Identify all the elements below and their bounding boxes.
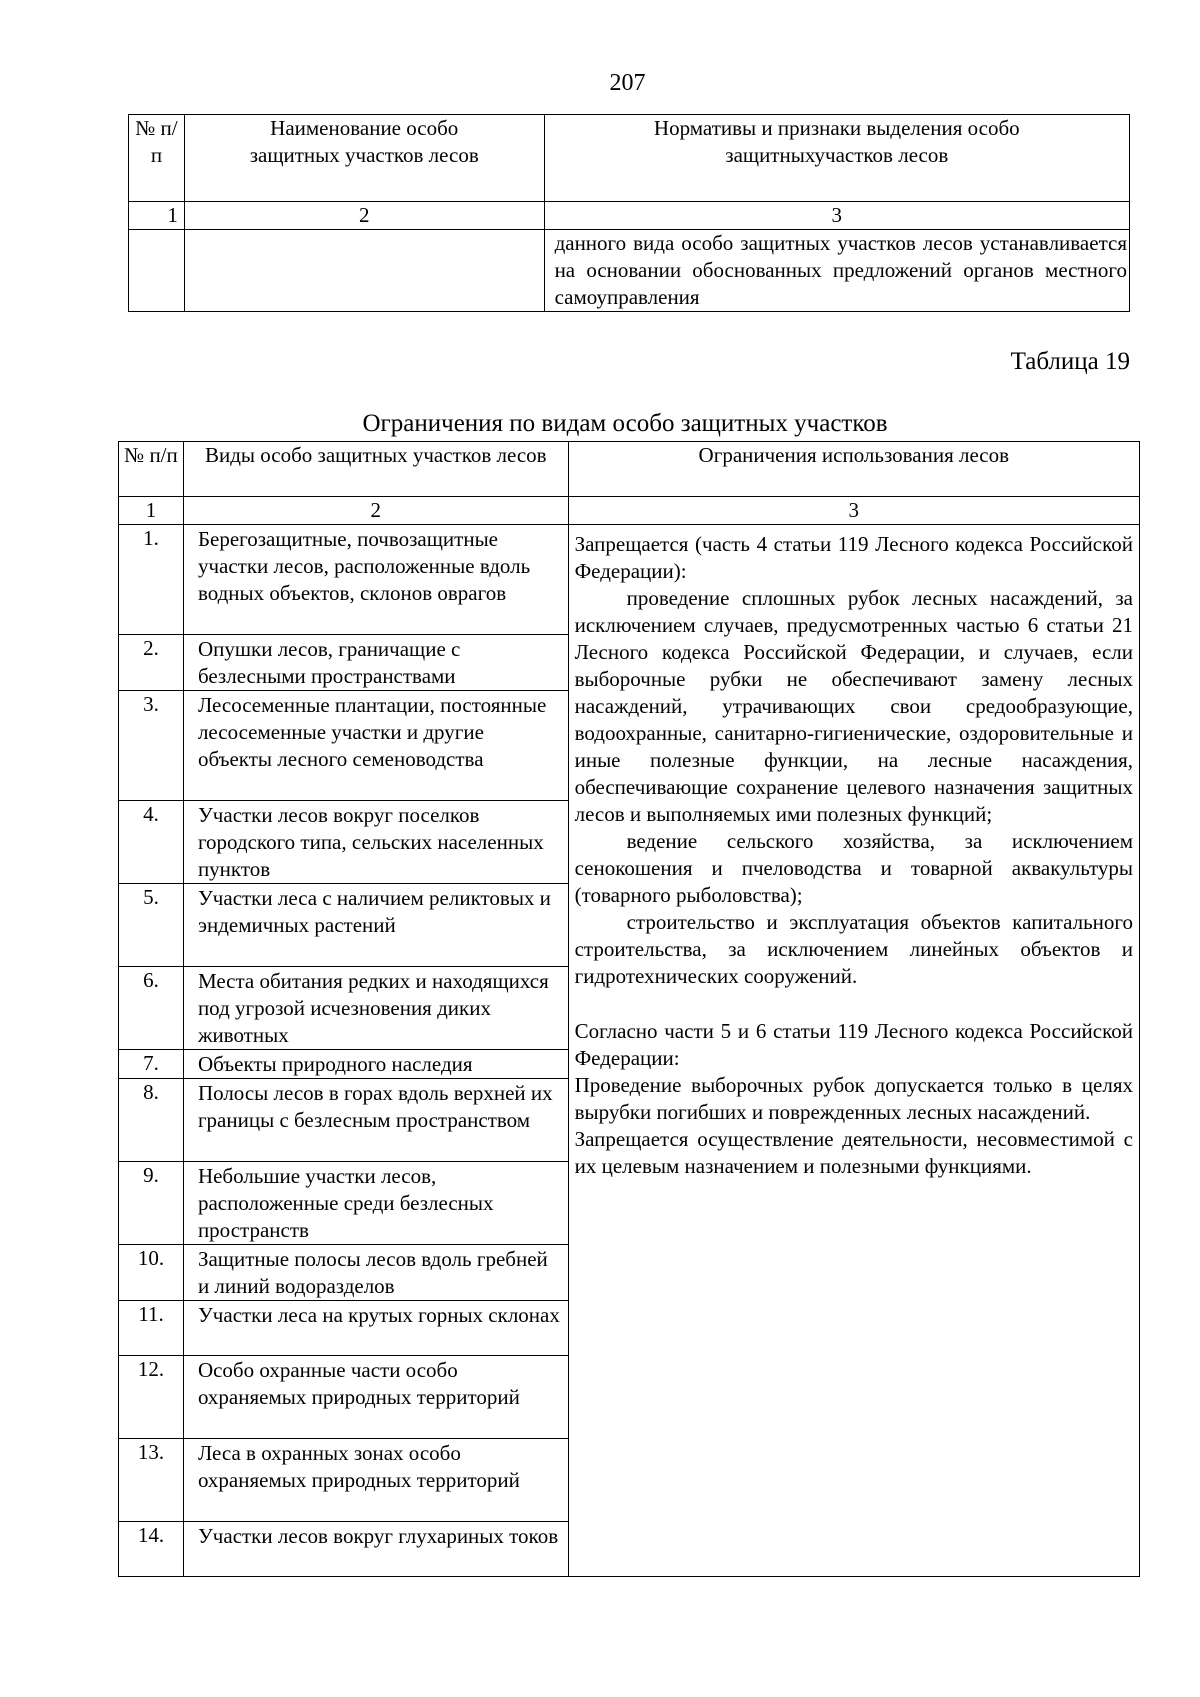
header-kinds: Виды особо защитных участков лесов <box>183 442 568 497</box>
row-number: 9. <box>119 1162 184 1245</box>
col-number-3: 3 <box>544 202 1129 230</box>
row-number: 14. <box>119 1522 184 1577</box>
row-number: 11. <box>119 1301 184 1356</box>
header-number: № п/п <box>119 442 184 497</box>
header-restrictions: Ограничения использования лесов <box>568 442 1139 497</box>
restriction-paragraph: проведение сплошных рубок лесных насаждений, за исключением случаев, предусмотренных частью 6 статьи 21 Лесного кодекса Российской Федерации, и случаев, если выборочные рубки не обеспечивают замену лесных насаждений, утрачивающих свои средообразующие, водоохранные, санитарно-гигиенические, оздоровительные и иные полезные функции, на лесные насаждения, обеспечивающие сохранение целевого назначения защитных лесов и выполняемых ими полезных функций; <box>574 586 1133 826</box>
col-number-1: 1 <box>119 497 184 525</box>
restriction-paragraph: Проведение выборочных рубок допускается только в целях вырубки погибших и поврежденных лесных насаждений. <box>574 1073 1133 1124</box>
row-kind: Лесосеменные плантации, постоянные лесосеменные участки и другие объекты лесного семеноводства <box>183 691 568 801</box>
row-number: 4. <box>119 801 184 884</box>
table-header-row <box>119 442 1140 497</box>
row-number: 2. <box>119 635 184 691</box>
row-kind: Участки леса с наличием реликтовых и эндемичных растений <box>183 884 568 967</box>
row-kind: Участки лесов вокруг поселков городского типа, сельских населенных пунктов <box>183 801 568 884</box>
col-number-3: 3 <box>568 497 1139 525</box>
empty-cell <box>184 230 544 312</box>
row-kind: Небольшие участки лесов, расположенные среди безлесных пространств <box>183 1162 568 1245</box>
row-number: 8. <box>119 1079 184 1162</box>
restriction-paragraph: ведение сельского хозяйства, за исключением сенокошения и пчеловодства и товарной аквакультуры (товарного рыболовства); <box>574 829 1133 907</box>
table-row <box>119 525 1140 635</box>
restrictions-cell <box>568 525 1139 1577</box>
row-number: 13. <box>119 1439 184 1522</box>
row-number: 7. <box>119 1050 184 1079</box>
row-kind: Защитные полосы лесов вдоль гребней и линий водоразделов <box>183 1245 568 1301</box>
header-norms: Нормативы и признаки выделения особо защитныхучастков лесов <box>544 115 1129 202</box>
row-number: 1. <box>119 525 184 635</box>
row-kind: Опушки лесов, граничащие с безлесными пространствами <box>183 635 568 691</box>
header-number: № п/ п <box>129 115 185 202</box>
row-number: 5. <box>119 884 184 967</box>
row-number: 6. <box>119 967 184 1050</box>
previous-table-continuation <box>128 114 1130 312</box>
row-kind: Участки лесов вокруг глухариных токов <box>183 1522 568 1577</box>
col-number-1: 1 <box>129 202 185 230</box>
row-kind: Леса в охранных зонах особо охраняемых природных территорий <box>183 1439 568 1522</box>
col-number-2: 2 <box>184 202 544 230</box>
row-number: 3. <box>119 691 184 801</box>
table-title: Ограничения по видам особо защитных участков <box>362 410 888 437</box>
row-kind: Места обитания редких и находящихся под угрозой исчезновения диких животных <box>183 967 568 1050</box>
continuation-text: данного вида особо защитных участков лесов устанавливается на основании обоснованных предложений органов местного самоуправления <box>544 230 1129 312</box>
restriction-paragraph: Запрещается осуществление деятельности, несовместимой с их целевым назначением и полезными функциями. <box>574 1127 1133 1178</box>
column-number-row <box>129 202 1130 230</box>
page-number: 207 <box>609 70 646 96</box>
row-kind: Полосы лесов в горах вдоль верхней их границы с безлесным пространством <box>183 1079 568 1162</box>
table-number: Таблица 19 <box>1010 348 1130 375</box>
col-number-2: 2 <box>183 497 568 525</box>
table-row <box>129 230 1130 312</box>
restrictions-table <box>118 441 1140 1577</box>
column-number-row <box>119 497 1140 525</box>
restriction-paragraph: строительство и эксплуатация объектов капитального строительства, за исключением линейных объектов и гидротехнических сооружений. <box>574 910 1133 988</box>
row-number: 12. <box>119 1356 184 1439</box>
row-number: 10. <box>119 1245 184 1301</box>
row-kind: Участки леса на крутых горных склонах <box>183 1301 568 1356</box>
row-kind: Объекты природного наследия <box>183 1050 568 1079</box>
restriction-paragraph: Согласно части 5 и 6 статьи 119 Лесного кодекса Российской Федерации: <box>574 1019 1133 1070</box>
restriction-paragraph: Запрещается (часть 4 статьи 119 Лесного кодекса Российской Федерации): <box>574 532 1133 583</box>
table-header-row <box>129 115 1130 202</box>
empty-cell <box>129 230 185 312</box>
row-kind: Особо охранные части особо охраняемых природных территорий <box>183 1356 568 1439</box>
row-kind: Берегозащитные, почвозащитные участки лесов, расположенные вдоль водных объектов, склонов оврагов <box>183 525 568 635</box>
header-name: Наименование особо защитных участков лесов <box>184 115 544 202</box>
